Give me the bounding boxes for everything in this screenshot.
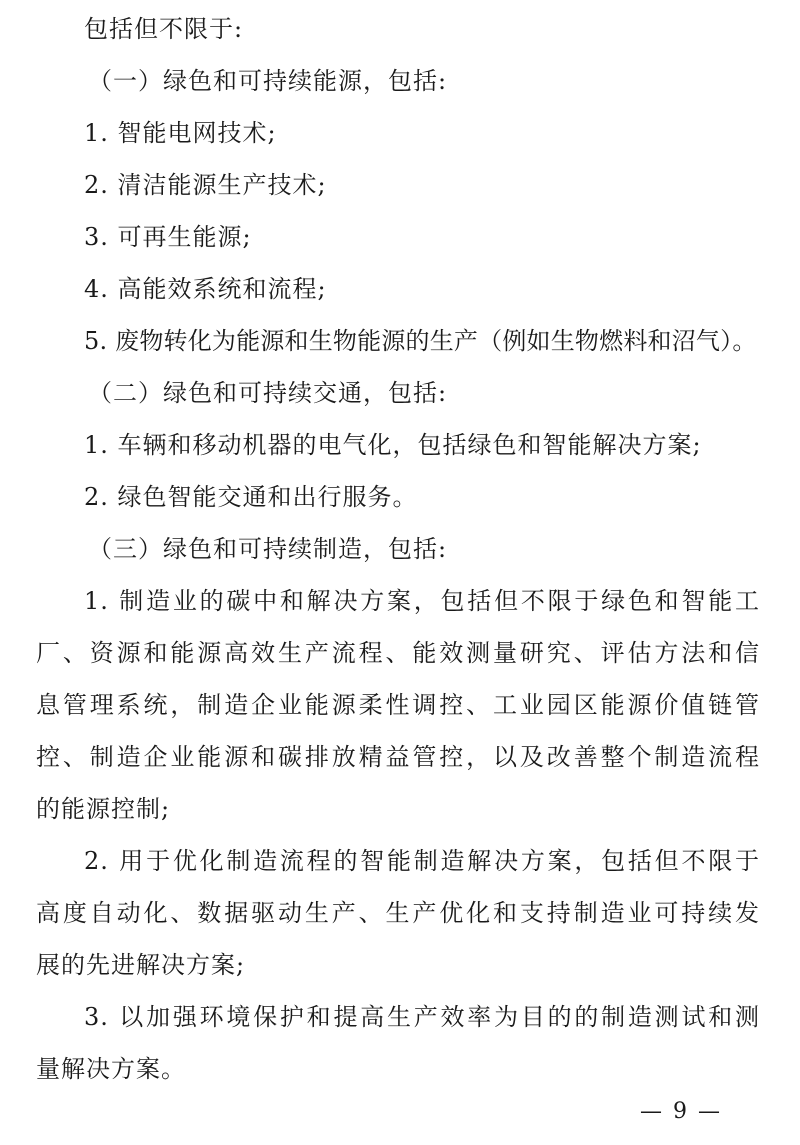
- section-heading-manufacturing: （三）绿色和可持续制造，包括:: [88, 535, 448, 563]
- paragraph-line: 厂、资源和能源高效生产流程、能效测量研究、评估方法和信: [36, 639, 760, 667]
- paragraph-line: 展的先进解决方案;: [36, 951, 246, 979]
- list-item: 2. 绿色智能交通和出行服务。: [84, 483, 418, 511]
- paragraph-line: 3. 以加强环境保护和提高生产效率为目的的制造测试和测: [84, 1003, 760, 1031]
- paragraph-line: 控、制造企业能源和碳排放精益管控，以及改善整个制造流程: [36, 743, 760, 771]
- list-item: 1. 车辆和移动机器的电气化，包括绿色和智能解决方案;: [84, 431, 702, 459]
- paragraph-line: 息管理系统，制造企业能源柔性调控、工业园区能源价值链管: [36, 691, 760, 719]
- paragraph-line: 2. 用于优化制造流程的智能制造解决方案，包括但不限于: [84, 847, 760, 875]
- paragraph-line: 1. 制造业的碳中和解决方案，包括但不限于绿色和智能工: [84, 587, 760, 615]
- page-number: — 9 —: [640, 1099, 722, 1124]
- list-item: 1. 智能电网技术;: [84, 119, 277, 147]
- list-item: 2. 清洁能源生产技术;: [84, 171, 327, 199]
- paragraph-line: 的能源控制;: [36, 795, 171, 823]
- list-item: 5. 废物转化为能源和生物能源的生产（例如生物燃料和沼气）。: [84, 327, 757, 355]
- section-heading-transport: （二）绿色和可持续交通，包括:: [88, 379, 448, 407]
- paragraph-line: 量解决方案。: [36, 1055, 186, 1083]
- list-item: 4. 高能效系统和流程;: [84, 275, 327, 303]
- section-heading-energy: （一）绿色和可持续能源，包括:: [88, 67, 448, 95]
- list-item: 3. 可再生能源;: [84, 223, 252, 251]
- intro-line: 包括但不限于:: [84, 15, 244, 43]
- paragraph-line: 高度自动化、数据驱动生产、生产优化和支持制造业可持续发: [36, 899, 760, 927]
